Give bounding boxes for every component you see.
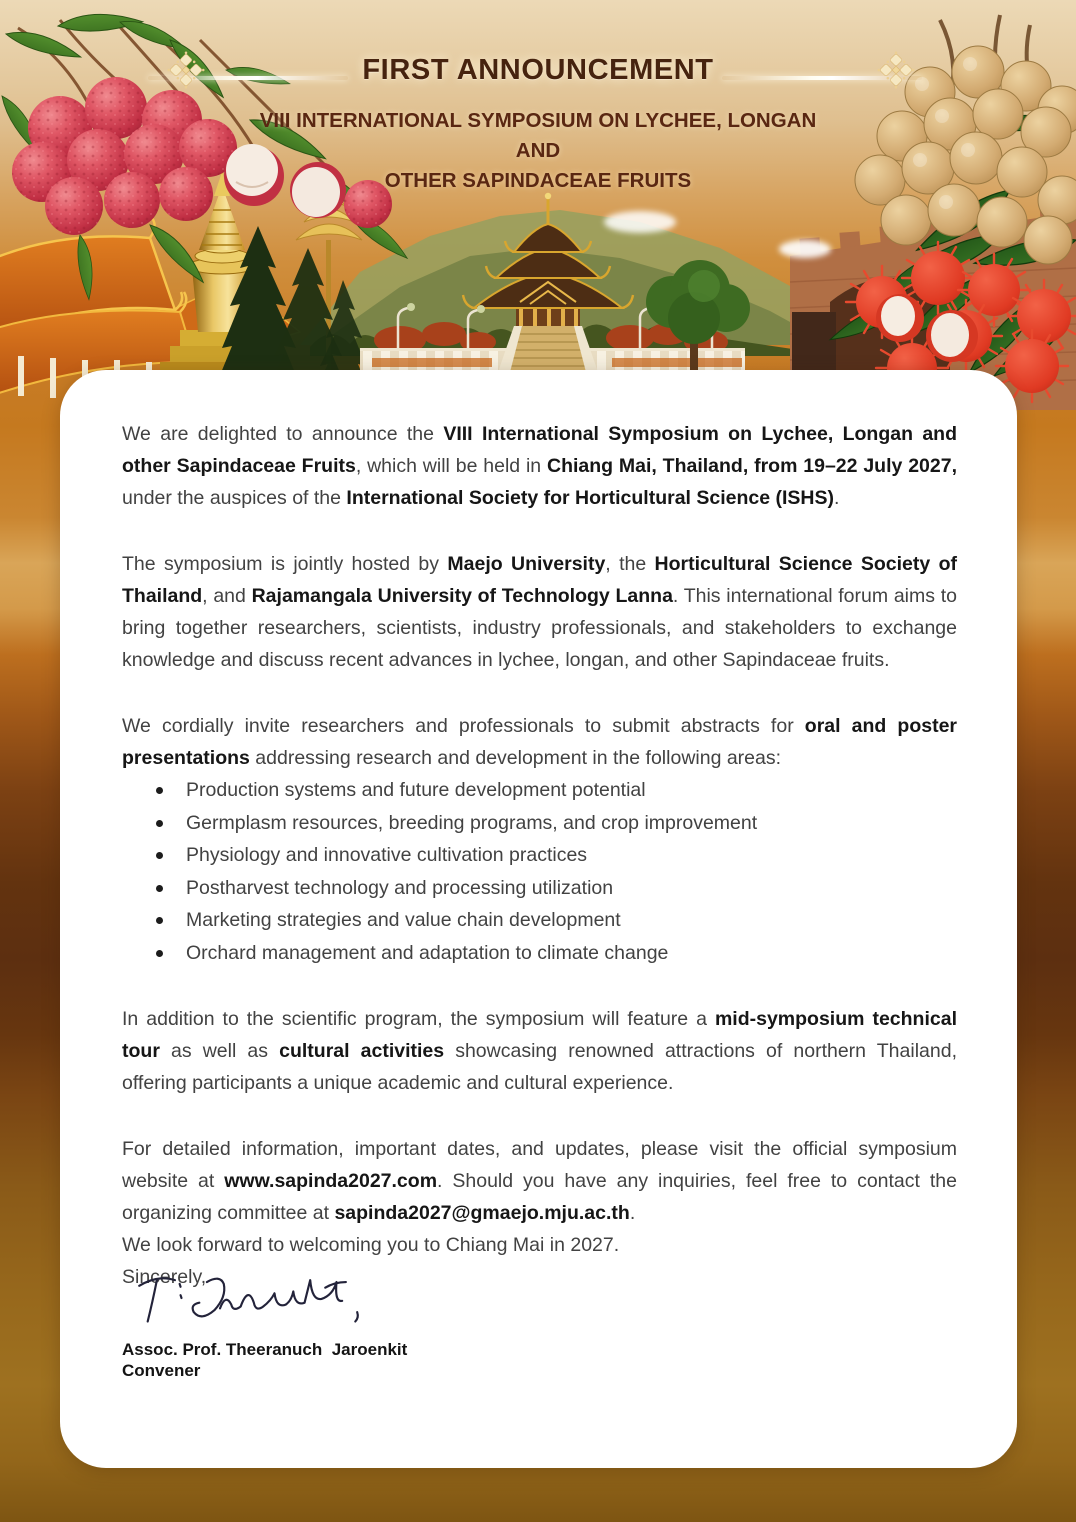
text-run: as well as [159,1040,280,1062]
text-run: The symposium is jointly hosted by [122,553,448,575]
bullet-item: Marketing strategies and value chain development [122,904,957,937]
letter-paragraph [122,710,957,774]
website-url: www.sapinda2027.com [224,1170,438,1192]
text-run: under the auspices of the [122,487,347,509]
bold-text-run: cultural activities [279,1040,445,1062]
text-run: . This international forum aims to bring together researchers, scientists, industry professionals, and stakeholders to exchange knowledge and discuss recent advances in lychee, longan, and other Sapindaceae fruits. [122,585,957,671]
text-run: , the [605,553,655,575]
bullet-item: Germplasm resources, breeding programs, and crop improvement [122,807,957,840]
signature-name: Assoc. Prof. Theeranuch Jaroenkit [122,1340,408,1359]
bold-text-run: VIII International Symposium on Lychee, Longan and other Sapindaceae Fruits [122,423,957,477]
text-run: . Should you have any inquiries, feel free to contact the organizing committee at [122,1170,957,1224]
subtitle-line-3: OTHER SAPINDACEAE FRUITS [384,169,692,192]
text-run: Sincerely, [122,1266,207,1288]
page-title: FIRST ANNOUNCEMENT [362,54,714,86]
subtitle-line-2: AND [515,139,561,162]
text-run: We are delighted to announce the [122,423,444,445]
bullet-item: Physiology and innovative cultivation practices [122,839,957,872]
text-run: showcasing renowned attractions of northern Thailand, offering participants a unique academic and cultural experience. [122,1040,957,1094]
subtitle-line-1: VIII INTERNATIONAL SYMPOSIUM ON LYCHEE, LONGAN [259,109,817,132]
signature-block [122,1253,957,1468]
bold-text-run: International Society for Horticultural Science (ISHS) [346,487,835,509]
letter-paragraph [122,1133,957,1229]
bullet-item: Orchard management and adaptation to climate change [122,937,957,970]
bullet-list [122,774,957,969]
signature-role: Convener [122,1361,201,1380]
letter-paragraph [122,418,957,514]
announcement-card [60,370,1017,1468]
bold-text-run: mid-symposium technical tour [122,1008,957,1062]
letter-paragraph [122,548,957,676]
letter-paragraph [122,1003,957,1099]
email-address: sapinda2027@gmaejo.mju.ac.th [334,1202,630,1224]
bold-text-run: Maejo University [447,553,606,575]
text-run: For detailed information, important dates, and updates, please visit the official symposium website at [122,1138,957,1192]
bold-text-run: oral and poster presentations [122,715,957,769]
text-run: , which will be held in [355,455,547,477]
bullet-item: Production systems and future development potential [122,774,957,807]
text-run: addressing research and development in the following areas: [249,747,782,769]
signature-image [126,1267,361,1329]
symposium-subtitle [0,106,1076,196]
text-run: , and [202,585,252,607]
text-run: . [834,487,840,509]
bullet-item: Postharvest technology and processing utilization [122,872,957,905]
text-run: We cordially invite researchers and professionals to submit abstracts for [122,715,805,737]
text-run: In addition to the scientific program, the symposium will feature a [122,1008,715,1030]
bold-text-run: Horticultural Science Society of Thailand [122,553,957,607]
bold-text-run: Chiang Mai, Thailand, from 19–22 July 2027, [546,455,958,477]
text-run: We look forward to welcoming you to Chiang Mai in 2027. [122,1234,620,1256]
text-run: . [629,1202,636,1224]
bold-text-run: Rajamangala University of Technology Lanna [251,585,673,607]
